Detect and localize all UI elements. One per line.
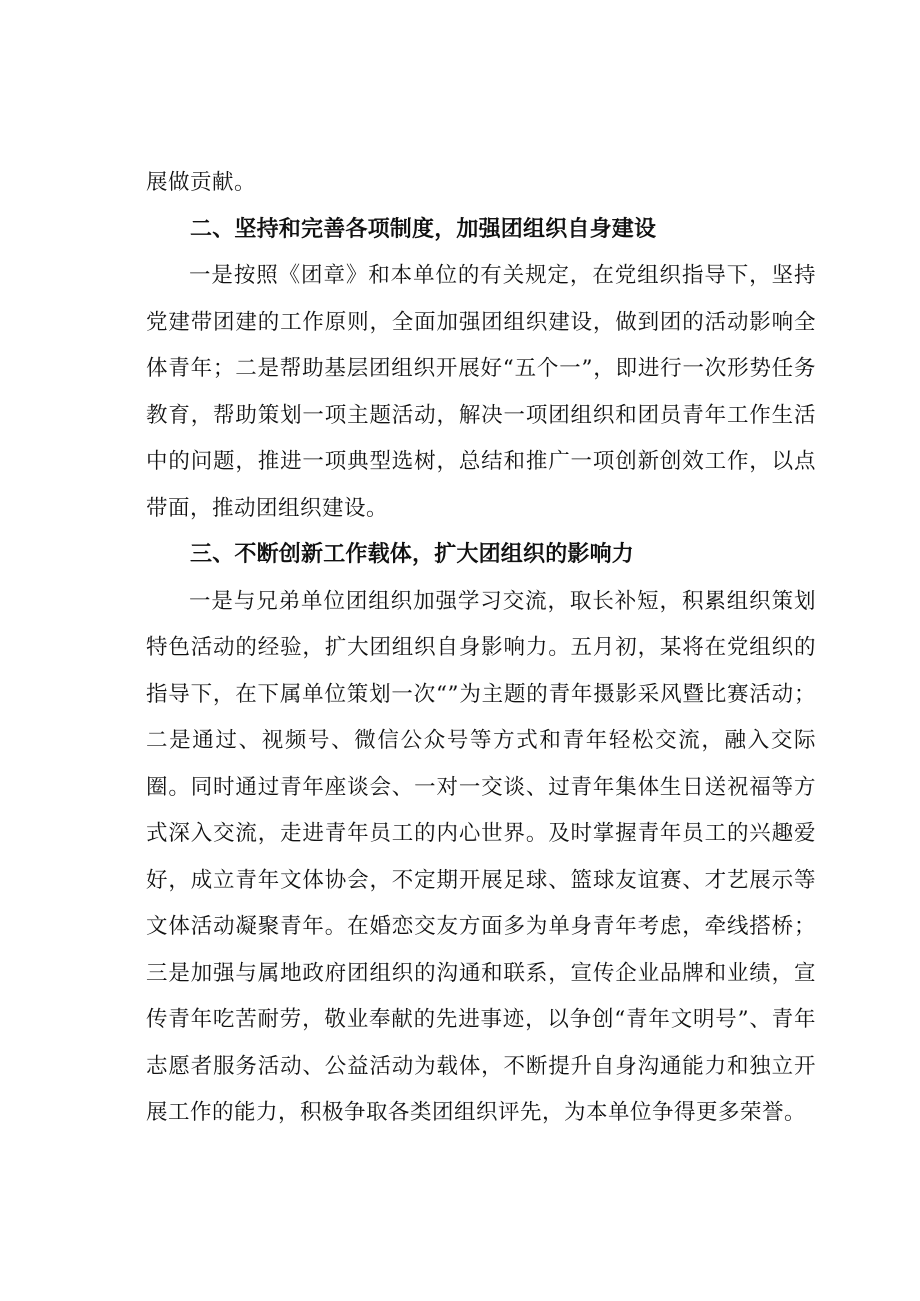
document-body	[146, 160, 816, 1137]
section-heading-3: 三、不断创新工作载体，扩大团组织的影响力	[190, 542, 635, 567]
section-heading-2: 二、坚持和完善各项制度，加强团组织自身建设	[190, 216, 657, 242]
section-2-paragraph: 一是按照《团章》和本单位的有关规定，在党组织指导下，坚持党建带团建的工作原则，全面加强团组织建设，做到团的活动影响全体青年；二是帮助基层团组织开展好“五个一”，即进行一次形势任务教育，帮助策划一项主题活动，解决一项团组织和团员青年工作生活中的问题，推进一项典型选树，总结和推广一项创新创效工作，以点带面，推动团组织建设。	[146, 263, 816, 521]
section-3-paragraph: 一是与兄弟单位团组织加强学习交流，取长补短，积累组织策划特色活动的经验，扩大团组织自身影响力。五月初，某将在党组织的指导下，在下属单位策划一次“”为主题的青年摄影采风暨比赛活动；二是通过、视频号、微信公众号等方式和青年轻松交流，融入交际圈。同时通过青年座谈会、一对一交谈、过青年集体生日送祝福等方式深入交流，走进青年员工的内心世界。及时掌握青年员工的兴趣爱好，成立青年文体协会，不定期开展足球、篮球友谊赛、才艺展示等文体活动凝聚青年。在婚恋交友方面多为单身青年考虑，牵线搭桥；三是加强与属地政府团组织的沟通和联系，宣传企业品牌和业绩，宣传青年吃苦耐劳，敬业奉献的先进事迹，以争创“青年文明号”、青年志愿者服务活动、公益活动为载体，不断提升自身沟通能力和独立开展工作的能力，积极争取各类团组织评先，为本单位争得更多荣誉。	[146, 588, 816, 1125]
paragraph-continuation: 展做贡献。	[146, 170, 257, 195]
